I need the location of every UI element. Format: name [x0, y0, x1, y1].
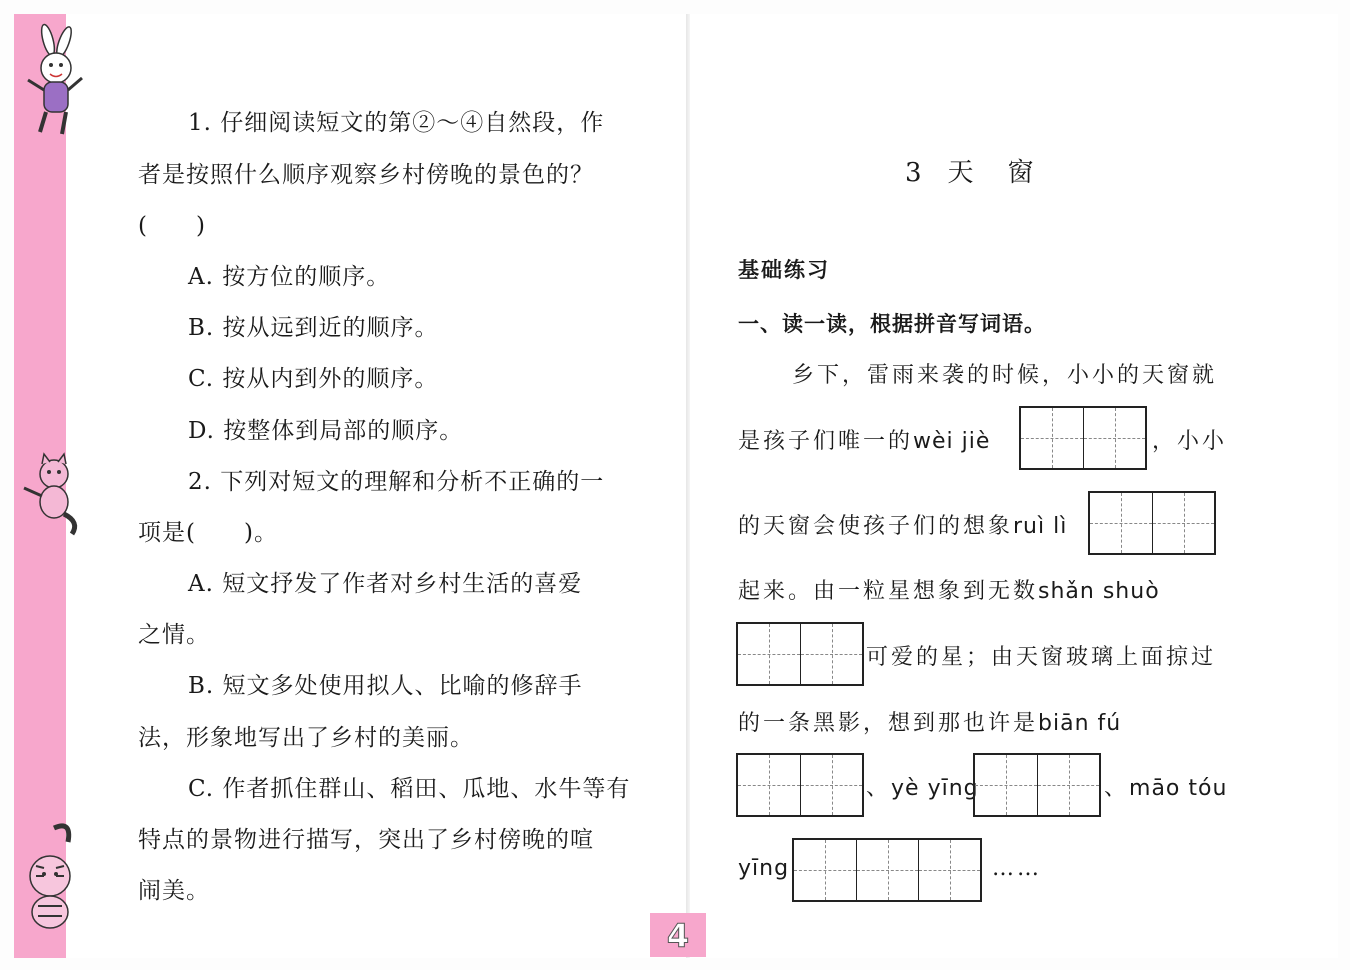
q1-line2: 者是按照什么顺序观察乡村傍晚的景色的？ [138, 162, 594, 188]
answer-cell[interactable] [918, 840, 980, 900]
pinyin-ye-ying: yè yīng [891, 776, 979, 801]
passage-line8 [738, 856, 789, 881]
passage-line5: 可爱的星；由天窗玻璃上面掠过 [866, 645, 1217, 670]
q2-option-a-line2: 之情。 [138, 622, 210, 648]
page-number: 4 [650, 913, 706, 957]
lesson-title [905, 152, 1038, 189]
q2-line1: 2. 下列对短文的理解和分析不正确的一 [188, 469, 605, 495]
answer-cell[interactable] [1090, 493, 1152, 553]
passage-line3 [738, 509, 1067, 540]
answer-cell[interactable] [794, 840, 856, 900]
q2-option-c-line2: 特点的景物进行描写，突出了乡村傍晚的喧 [138, 827, 594, 853]
ellipsis: …… [992, 856, 1042, 881]
answer-boxes-3[interactable] [736, 622, 864, 686]
passage-line6-text: 的一条黑影，想到那也许是 [738, 711, 1039, 736]
pinyin-wei-jie: wèi jiè [913, 429, 991, 454]
lesson-number: 3 [905, 158, 926, 188]
answer-boxes-4[interactable] [736, 753, 864, 817]
passage-line6 [738, 706, 1121, 737]
passage-line2-end: ，小小 [1152, 429, 1228, 454]
q1-line1: 1. 仔细阅读短文的第②～④自然段，作 [188, 110, 605, 136]
answer-boxes-5[interactable] [973, 753, 1101, 817]
answer-cell[interactable] [856, 840, 918, 900]
passage-line4-text: 起来。由一粒星想象到无数 [738, 579, 1039, 604]
answer-cell[interactable] [975, 755, 1037, 815]
passage-line1: 乡下，雷雨来袭的时候，小小的天窗就 [792, 363, 1218, 388]
tiger-mascot-icon [14, 820, 86, 936]
pinyin-shan-shuo: shǎn shuò [1038, 579, 1160, 604]
passage-line7-a [866, 771, 979, 802]
passage-line2 [738, 424, 990, 455]
pinyin-mao-tou: māo tóu [1129, 776, 1228, 801]
answer-cell[interactable] [1083, 408, 1145, 468]
q1-option-c: C. 按从内到外的顺序。 [188, 366, 439, 392]
q2-option-c-line3: 闹美。 [138, 878, 210, 904]
q1-option-b: B. 按从远到近的顺序。 [188, 315, 439, 341]
q1-option-a: A. 按方位的顺序。 [188, 264, 391, 290]
answer-cell[interactable] [738, 755, 800, 815]
rabbit-mascot-icon [16, 20, 88, 140]
answer-cell[interactable] [1037, 755, 1099, 815]
q1-answer-blank: ( ) [138, 213, 206, 239]
answer-boxes-1[interactable] [1019, 406, 1147, 470]
answer-cell[interactable] [800, 755, 862, 815]
pinyin-rui-li: ruì lì [1013, 514, 1068, 539]
pinyin-bian-fu: biān fú [1038, 711, 1122, 736]
list-separator: 、 [1104, 776, 1130, 801]
cat-mascot-icon [14, 452, 84, 538]
lesson-title-text: 天 窗 [947, 158, 1038, 188]
q2-option-b-line2: 法，形象地写出了乡村的美丽。 [138, 725, 474, 751]
pinyin-ying: yīng [738, 856, 790, 881]
q2-option-b-line1: B. 短文多处使用拟人、比喻的修辞手 [188, 673, 583, 699]
answer-cell[interactable] [1021, 408, 1083, 468]
list-separator: 、 [866, 776, 892, 801]
answer-boxes-6[interactable] [792, 838, 982, 902]
answer-cell[interactable] [738, 624, 800, 684]
q2-option-c-line1: C. 作者抓住群山、稻田、瓜地、水牛等有 [188, 776, 631, 802]
answer-boxes-2[interactable] [1088, 491, 1216, 555]
q2-line2: 项是( )。 [138, 520, 278, 546]
q2-option-a-line1: A. 短文抒发了作者对乡村生活的喜爱 [188, 571, 583, 597]
section-heading: 基础练习 [738, 258, 830, 282]
passage-line3-text: 的天窗会使孩子们的想象 [738, 514, 1014, 539]
answer-cell[interactable] [1152, 493, 1214, 553]
exercise-instruction: 一、读一读，根据拼音写词语。 [738, 312, 1046, 336]
passage-line7-b [1104, 771, 1227, 802]
passage-line4 [738, 574, 1160, 605]
q1-option-d: D. 按整体到局部的顺序。 [188, 418, 464, 444]
answer-cell[interactable] [800, 624, 862, 684]
passage-line2-text: 是孩子们唯一的 [738, 429, 914, 454]
